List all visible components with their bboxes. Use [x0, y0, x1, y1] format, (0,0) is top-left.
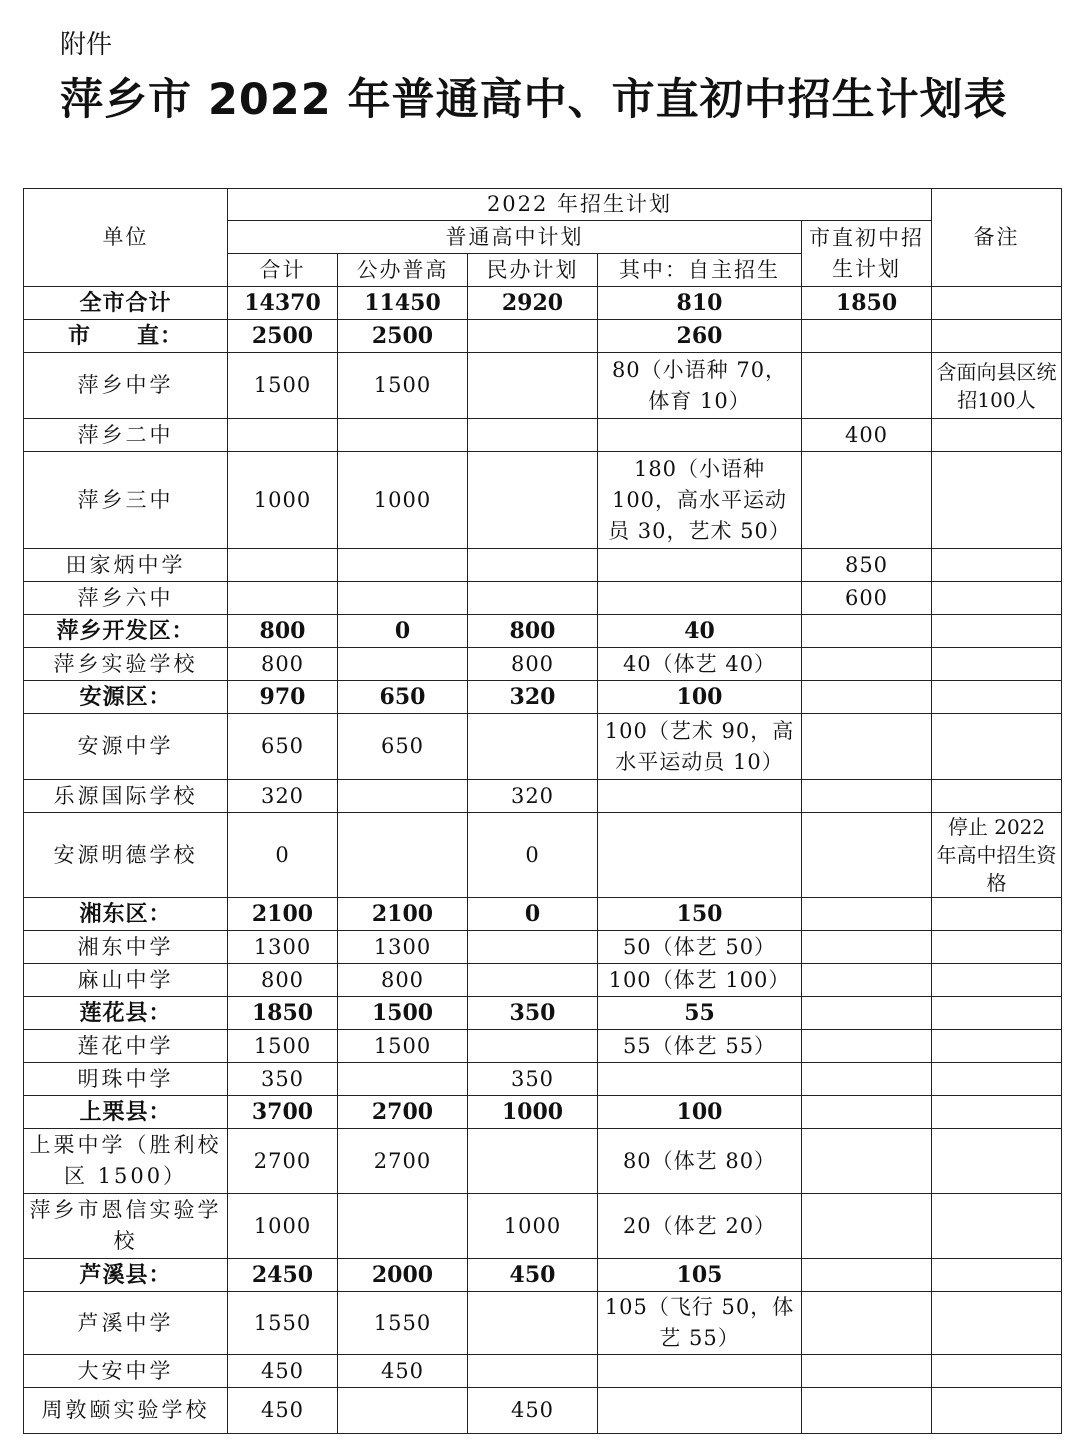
public-cell: 1500 — [338, 997, 468, 1030]
header-public-general: 公办普高 — [338, 254, 468, 287]
subtotal-row — [24, 1259, 1062, 1292]
unit-name-cell: 明珠中学 — [24, 1063, 228, 1096]
total-cell: 320 — [228, 780, 338, 813]
public-cell: 0 — [338, 615, 468, 648]
total-cell: 1550 — [228, 1292, 338, 1355]
table-row — [24, 931, 1062, 964]
independent-enrollment-cell: 100 — [598, 681, 802, 714]
private-cell — [468, 353, 598, 419]
independent-enrollment-cell: 105（飞行 50，体艺 55） — [598, 1292, 802, 1355]
private-cell: 0 — [468, 898, 598, 931]
total-cell: 3700 — [228, 1096, 338, 1129]
table-row — [24, 1388, 1062, 1434]
junior-plan-cell — [802, 1194, 932, 1259]
junior-plan-cell — [802, 813, 932, 898]
private-cell: 1000 — [468, 1096, 598, 1129]
junior-plan-cell — [802, 997, 932, 1030]
unit-name-cell: 全市合计 — [24, 287, 228, 320]
public-cell: 2700 — [338, 1096, 468, 1129]
total-cell: 1500 — [228, 353, 338, 419]
private-cell: 800 — [468, 648, 598, 681]
junior-plan-cell — [802, 1096, 932, 1129]
table-row — [24, 1355, 1062, 1388]
table-row — [24, 1063, 1062, 1096]
remarks-cell — [932, 452, 1062, 549]
remarks-cell — [932, 681, 1062, 714]
independent-enrollment-cell: 55（体艺 55） — [598, 1030, 802, 1063]
table-row — [24, 1030, 1062, 1063]
unit-name-cell: 萍乡开发区： — [24, 615, 228, 648]
public-cell: 1300 — [338, 931, 468, 964]
public-cell: 2100 — [338, 898, 468, 931]
independent-enrollment-cell: 100（艺术 90，高水平运动员 10） — [598, 714, 802, 780]
private-cell — [468, 714, 598, 780]
remarks-cell — [932, 1388, 1062, 1434]
unit-name-cell: 安源明德学校 — [24, 813, 228, 898]
total-cell: 0 — [228, 813, 338, 898]
private-cell: 450 — [468, 1259, 598, 1292]
independent-enrollment-cell — [598, 1388, 802, 1434]
total-cell: 1300 — [228, 931, 338, 964]
junior-plan-cell — [802, 780, 932, 813]
unit-name-cell: 安源中学 — [24, 714, 228, 780]
junior-plan-cell — [802, 1259, 932, 1292]
private-cell — [468, 931, 598, 964]
total-cell — [228, 419, 338, 452]
remarks-cell: 含面向县区统招100人 — [932, 353, 1062, 419]
total-cell: 450 — [228, 1355, 338, 1388]
independent-enrollment-cell: 80（小语种 70，体育 10） — [598, 353, 802, 419]
remarks-cell — [932, 1129, 1062, 1194]
unit-name-cell: 萍乡二中 — [24, 419, 228, 452]
remarks-cell — [932, 1194, 1062, 1259]
remarks-cell — [932, 320, 1062, 353]
header-unit: 单位 — [24, 189, 228, 287]
table-row — [24, 549, 1062, 582]
independent-enrollment-cell — [598, 813, 802, 898]
total-cell: 1850 — [228, 997, 338, 1030]
private-cell: 320 — [468, 780, 598, 813]
total-cell: 800 — [228, 964, 338, 997]
private-cell: 800 — [468, 615, 598, 648]
table-row — [24, 714, 1062, 780]
unit-name-cell: 上栗中学（胜利校区 1500） — [24, 1129, 228, 1194]
public-cell — [338, 780, 468, 813]
junior-plan-cell — [802, 1030, 932, 1063]
unit-name-cell: 莲花县： — [24, 997, 228, 1030]
unit-name-cell: 莲花中学 — [24, 1030, 228, 1063]
junior-plan-cell — [802, 898, 932, 931]
total-cell: 1500 — [228, 1030, 338, 1063]
private-cell: 320 — [468, 681, 598, 714]
independent-enrollment-cell: 80（体艺 80） — [598, 1129, 802, 1194]
independent-enrollment-cell — [598, 549, 802, 582]
enrollment-plan-table — [23, 188, 1062, 1434]
public-cell — [338, 648, 468, 681]
remarks-cell — [932, 1096, 1062, 1129]
private-cell: 350 — [468, 997, 598, 1030]
independent-enrollment-cell: 20（体艺 20） — [598, 1194, 802, 1259]
private-cell — [468, 549, 598, 582]
unit-name-cell: 萍乡六中 — [24, 582, 228, 615]
table-row — [24, 1194, 1062, 1259]
public-cell — [338, 813, 468, 898]
remarks-cell — [932, 1030, 1062, 1063]
remarks-cell — [932, 1259, 1062, 1292]
private-cell: 350 — [468, 1063, 598, 1096]
total-cell: 2700 — [228, 1129, 338, 1194]
subtotal-row — [24, 898, 1062, 931]
unit-name-cell: 市 直： — [24, 320, 228, 353]
table-row — [24, 452, 1062, 549]
public-cell: 11450 — [338, 287, 468, 320]
remarks-cell — [932, 1292, 1062, 1355]
public-cell: 650 — [338, 681, 468, 714]
table-row — [24, 648, 1062, 681]
public-cell — [338, 1194, 468, 1259]
total-cell: 650 — [228, 714, 338, 780]
private-cell — [468, 320, 598, 353]
table-row — [24, 964, 1062, 997]
unit-name-cell: 萍乡实验学校 — [24, 648, 228, 681]
header-total: 合计 — [228, 254, 338, 287]
total-cell: 2450 — [228, 1259, 338, 1292]
junior-plan-cell — [802, 1355, 932, 1388]
subtotal-row — [24, 681, 1062, 714]
junior-plan-cell — [802, 452, 932, 549]
private-cell: 0 — [468, 813, 598, 898]
total-cell: 2100 — [228, 898, 338, 931]
junior-plan-cell — [802, 648, 932, 681]
unit-name-cell: 乐源国际学校 — [24, 780, 228, 813]
remarks-cell — [932, 648, 1062, 681]
independent-enrollment-cell: 105 — [598, 1259, 802, 1292]
remarks-cell — [932, 1063, 1062, 1096]
independent-enrollment-cell: 100（体艺 100） — [598, 964, 802, 997]
public-cell: 1500 — [338, 1030, 468, 1063]
header-remarks: 备注 — [932, 189, 1062, 287]
independent-enrollment-cell: 100 — [598, 1096, 802, 1129]
junior-plan-cell — [802, 1063, 932, 1096]
total-cell: 800 — [228, 615, 338, 648]
public-cell — [338, 1388, 468, 1434]
public-cell: 450 — [338, 1355, 468, 1388]
remarks-cell — [932, 582, 1062, 615]
independent-enrollment-cell: 40（体艺 40） — [598, 648, 802, 681]
public-cell: 800 — [338, 964, 468, 997]
independent-enrollment-cell — [598, 582, 802, 615]
remarks-cell — [932, 898, 1062, 931]
unit-name-cell: 萍乡中学 — [24, 353, 228, 419]
total-cell: 350 — [228, 1063, 338, 1096]
public-cell: 2000 — [338, 1259, 468, 1292]
remarks-cell: 停止 2022 年高中招生资格 — [932, 813, 1062, 898]
remarks-cell — [932, 549, 1062, 582]
header-private-plan: 民办计划 — [468, 254, 598, 287]
private-cell — [468, 1129, 598, 1194]
total-cell: 970 — [228, 681, 338, 714]
remarks-cell — [932, 780, 1062, 813]
total-cell — [228, 582, 338, 615]
public-cell — [338, 582, 468, 615]
table-row — [24, 582, 1062, 615]
public-cell — [338, 549, 468, 582]
remarks-cell — [932, 931, 1062, 964]
unit-name-cell: 大安中学 — [24, 1355, 228, 1388]
junior-plan-cell — [802, 964, 932, 997]
private-cell — [468, 1355, 598, 1388]
private-cell — [468, 1292, 598, 1355]
header-plan-2022: 2022 年招生计划 — [228, 189, 932, 221]
private-cell: 450 — [468, 1388, 598, 1434]
public-cell — [338, 1063, 468, 1096]
public-cell — [338, 419, 468, 452]
independent-enrollment-cell: 150 — [598, 898, 802, 931]
subtotal-row — [24, 997, 1062, 1030]
total-cell: 450 — [228, 1388, 338, 1434]
junior-plan-cell — [802, 353, 932, 419]
independent-enrollment-cell: 810 — [598, 287, 802, 320]
table-row — [24, 353, 1062, 419]
public-cell: 1000 — [338, 452, 468, 549]
remarks-cell — [932, 714, 1062, 780]
table-row — [24, 1292, 1062, 1355]
total-cell: 14370 — [228, 287, 338, 320]
junior-plan-cell — [802, 714, 932, 780]
junior-plan-cell — [802, 931, 932, 964]
header-city-junior-plan: 市直初中招生计划 — [802, 221, 932, 287]
attachment-label: 附件 — [60, 30, 113, 60]
junior-plan-cell: 1850 — [802, 287, 932, 320]
table-row — [24, 813, 1062, 898]
independent-enrollment-cell: 260 — [598, 320, 802, 353]
unit-name-cell: 上栗县： — [24, 1096, 228, 1129]
subtotal-row — [24, 320, 1062, 353]
unit-name-cell: 湘东区： — [24, 898, 228, 931]
remarks-cell — [932, 964, 1062, 997]
table-row — [24, 780, 1062, 813]
remarks-cell — [932, 997, 1062, 1030]
private-cell — [468, 1030, 598, 1063]
junior-plan-cell — [802, 1292, 932, 1355]
junior-plan-cell — [802, 681, 932, 714]
remarks-cell — [932, 287, 1062, 320]
independent-enrollment-cell — [598, 1063, 802, 1096]
header-row-1 — [24, 189, 1062, 221]
subtotal-row — [24, 615, 1062, 648]
private-cell — [468, 419, 598, 452]
junior-plan-cell — [802, 1388, 932, 1434]
table-row — [24, 1129, 1062, 1194]
header-general-hs-plan: 普通高中计划 — [228, 221, 802, 254]
total-cell: 800 — [228, 648, 338, 681]
unit-name-cell: 周敦颐实验学校 — [24, 1388, 228, 1434]
independent-enrollment-cell: 55 — [598, 997, 802, 1030]
independent-enrollment-cell — [598, 780, 802, 813]
unit-name-cell: 湘东中学 — [24, 931, 228, 964]
junior-plan-cell: 600 — [802, 582, 932, 615]
unit-name-cell: 萍乡市恩信实验学校 — [24, 1194, 228, 1259]
unit-name-cell: 芦溪中学 — [24, 1292, 228, 1355]
independent-enrollment-cell: 40 — [598, 615, 802, 648]
junior-plan-cell — [802, 1129, 932, 1194]
independent-enrollment-cell — [598, 1355, 802, 1388]
remarks-cell — [932, 615, 1062, 648]
document-title: 萍乡市 2022 年普通高中、市直初中招生计划表 — [60, 75, 1008, 125]
remarks-cell — [932, 1355, 1062, 1388]
public-cell: 2700 — [338, 1129, 468, 1194]
remarks-cell — [932, 419, 1062, 452]
private-cell: 2920 — [468, 287, 598, 320]
table-row — [24, 419, 1062, 452]
public-cell: 2500 — [338, 320, 468, 353]
junior-plan-cell: 400 — [802, 419, 932, 452]
subtotal-row — [24, 287, 1062, 320]
unit-name-cell: 麻山中学 — [24, 964, 228, 997]
junior-plan-cell — [802, 615, 932, 648]
private-cell — [468, 452, 598, 549]
unit-name-cell: 芦溪县： — [24, 1259, 228, 1292]
unit-name-cell: 萍乡三中 — [24, 452, 228, 549]
subtotal-row — [24, 1096, 1062, 1129]
total-cell: 1000 — [228, 452, 338, 549]
private-cell: 1000 — [468, 1194, 598, 1259]
header-independent-enrollment: 其中：自主招生 — [598, 254, 802, 287]
junior-plan-cell — [802, 320, 932, 353]
total-cell: 2500 — [228, 320, 338, 353]
private-cell — [468, 582, 598, 615]
independent-enrollment-cell: 50（体艺 50） — [598, 931, 802, 964]
unit-name-cell: 田家炳中学 — [24, 549, 228, 582]
unit-name-cell: 安源区： — [24, 681, 228, 714]
total-cell: 1000 — [228, 1194, 338, 1259]
private-cell — [468, 964, 598, 997]
total-cell — [228, 549, 338, 582]
public-cell: 650 — [338, 714, 468, 780]
independent-enrollment-cell — [598, 419, 802, 452]
public-cell: 1550 — [338, 1292, 468, 1355]
junior-plan-cell: 850 — [802, 549, 932, 582]
independent-enrollment-cell: 180（小语种 100，高水平运动员 30，艺术 50） — [598, 452, 802, 549]
public-cell: 1500 — [338, 353, 468, 419]
